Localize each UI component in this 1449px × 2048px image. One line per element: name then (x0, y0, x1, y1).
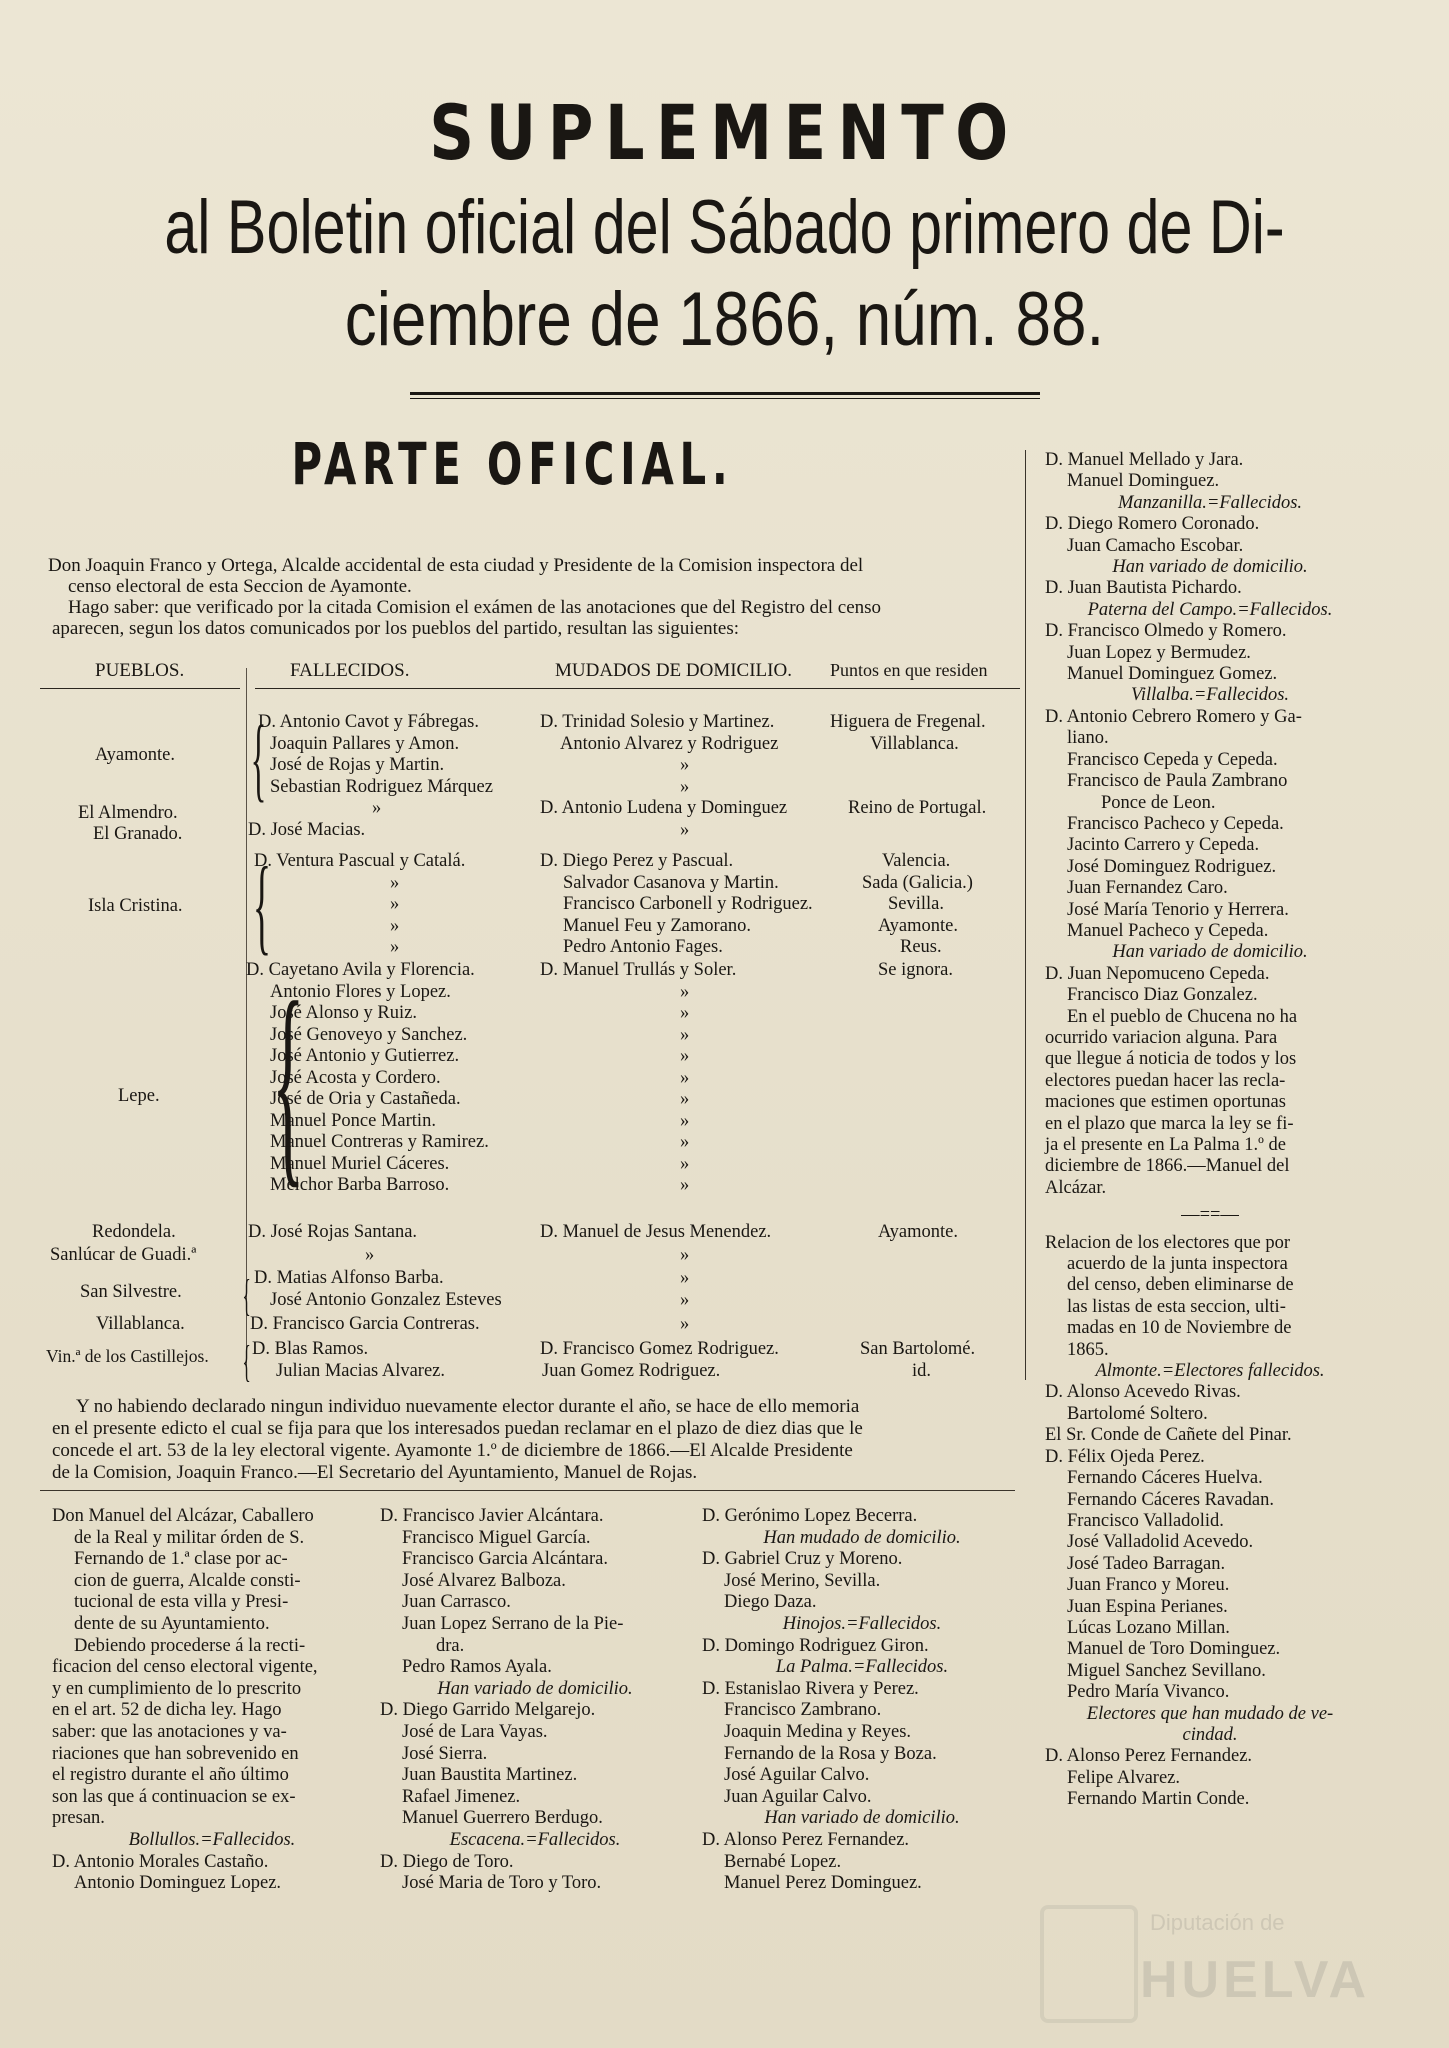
mudado: » (680, 981, 690, 1002)
paragraph-line: el registro durante el año último (52, 1765, 289, 1786)
list-item: Fernando Cáceres Huelva. (1067, 1468, 1263, 1489)
section-heading: Han variado de domicilio. (764, 1808, 960, 1829)
fallecido: José Acosta y Cordero. (270, 1067, 441, 1088)
list-item: Lúcas Lozano Millan. (1067, 1617, 1230, 1638)
pueblo-villablanca: Villablanca. (96, 1314, 185, 1334)
section-heading: Han variado de domicilio. (1112, 942, 1308, 963)
mudado: Pedro Antonio Fages. (563, 937, 723, 957)
brace-castillejos: { (242, 1337, 251, 1386)
section-heading: Almonte.=Electores fallecidos. (1095, 1361, 1325, 1382)
list-item: D. Alonso Perez Fernandez. (702, 1829, 910, 1850)
paragraph-line: presan. (52, 1808, 105, 1829)
list-item: José María Tenorio y Herrera. (1067, 899, 1289, 920)
list-item: Juan Aguilar Calvo. (724, 1786, 872, 1807)
pueblo-isla-cristina: Isla Cristina. (88, 896, 183, 916)
paragraph-line: ja el presente en La Palma 1.º de (1045, 1135, 1286, 1155)
list-item: Francisco Diaz Gonzalez. (1067, 985, 1258, 1006)
list-item: José Tadeo Barragan. (1067, 1553, 1226, 1574)
list-item: Jacinto Carrero y Cepeda. (1067, 835, 1260, 856)
header-pueblos: PUEBLOS. (95, 660, 185, 681)
list-item: Juan Baustita Martinez. (402, 1765, 578, 1786)
title-rule-thin (410, 398, 1040, 399)
list-item: D. Félix Ojeda Perez. (1045, 1446, 1205, 1467)
title-rule (410, 392, 1040, 395)
residencia: Villablanca. (870, 733, 959, 754)
header-rule-1 (40, 688, 240, 689)
section-heading: Manzanilla.=Fallecidos. (1117, 492, 1303, 513)
watermark-small: Diputación de (1150, 1910, 1285, 1935)
mudado: » (680, 1268, 690, 1288)
section-heading: Hinojos.=Fallecidos. (782, 1613, 942, 1634)
brace-lepe: { (271, 956, 305, 1206)
list-item: José Alvarez Balboza. (402, 1570, 566, 1591)
fallecido: Manuel Muriel Cáceres. (270, 1153, 450, 1174)
supplement-title: SUPLEMENTO (429, 88, 1020, 177)
closing-line: Y no habiendo declarado ningun individuo nuevamente elector durante el año, se hace de ello memoria (76, 1396, 860, 1417)
paragraph-line: Don Manuel del Alcázar, Caballero (52, 1506, 314, 1526)
mudado: » (680, 776, 690, 797)
section-rule (40, 1490, 1015, 1491)
watermark-text: HUELVA (1140, 1951, 1371, 2009)
mudado: » (680, 1067, 690, 1088)
mudado: Salvador Casanova y Martin. (563, 872, 779, 893)
fallecido: » (390, 937, 400, 957)
mudado: D. Francisco Gomez Rodriguez. (540, 1339, 779, 1359)
paragraph-line: en el art. 52 de dicha ley. Hago (52, 1700, 282, 1721)
section-heading: Han mudado de domicilio. (763, 1527, 961, 1548)
paragraph-line: dente de su Ayuntamiento. (74, 1613, 270, 1634)
list-item: Ponce de Leon. (1101, 792, 1216, 813)
list-item: D. Diego de Toro. (380, 1851, 514, 1872)
list-item: D. Francisco Javier Alcántara. (380, 1506, 604, 1526)
mudado: » (680, 819, 690, 840)
table-divider (246, 668, 247, 1368)
list-item: D. Juan Nepomuceno Cepeda. (1045, 963, 1270, 984)
paragraph-line: del censo, deben eliminarse de (1067, 1275, 1294, 1296)
mudado: Antonio Alvarez y Rodriguez (560, 733, 779, 754)
fallecido: Manuel Ponce Martin. (270, 1110, 436, 1131)
list-item: Francisco Valladolid. (1067, 1510, 1224, 1531)
paragraph-line: Fernando de 1.ª clase por ac- (74, 1549, 288, 1570)
residencia: id. (912, 1361, 932, 1381)
section-heading: Villalba.=Fallecidos. (1130, 685, 1290, 706)
header-residen: Puntos en que residen (830, 660, 988, 680)
list-item: Manuel Perez Dominguez. (724, 1873, 922, 1894)
bottom-column-3 (702, 1506, 1022, 1895)
section-heading: cindad. (1182, 1724, 1238, 1745)
section-heading: Han variado de domicilio. (1112, 557, 1308, 578)
paragraph-line: saber: que las anotaciones y va- (52, 1721, 287, 1742)
fallecido: Antonio Flores y Lopez. (270, 981, 451, 1002)
paragraph-line: riaciones que han sobrevenido en (52, 1743, 299, 1764)
paragraph-line: las listas de esta seccion, ulti- (1067, 1296, 1286, 1317)
intro-paragraph-1 (48, 555, 1023, 639)
mudado: » (680, 1089, 690, 1109)
fallecido: D. Cayetano Avila y Florencia. (246, 960, 475, 980)
list-item: Francisco Zambrano. (724, 1700, 882, 1721)
list-item: liano. (1067, 728, 1109, 749)
section-heading: Han variado de domicilio. (437, 1678, 633, 1699)
list-item: D. Juan Bautista Pichardo. (1045, 578, 1242, 599)
list-item: D. Antonio Morales Castaño. (52, 1851, 269, 1872)
intro-line-2a: Hago saber: que verificado por la citada Comision el exámen de las anotaciones que del Registro del censo (68, 597, 882, 618)
seal-icon (1040, 1905, 1138, 2023)
paragraph-line: tucional de esta villa y Presi- (74, 1592, 289, 1613)
section-heading: Escacena.=Fallecidos. (449, 1829, 621, 1850)
closing-paragraph (52, 1396, 1022, 1484)
paragraph-line: Debiendo procederse á la recti- (74, 1635, 306, 1656)
fallecido: » (390, 894, 400, 914)
list-item: Joaquin Medina y Reyes. (724, 1721, 912, 1742)
paragraph-line: y en cumplimiento de lo prescrito (52, 1678, 302, 1699)
list-item: Manuel de Toro Dominguez. (1067, 1639, 1281, 1660)
mudado: » (680, 1245, 690, 1265)
fallecido: José Genoveyo y Sanchez. (270, 1024, 468, 1045)
paragraph-line: 1865. (1067, 1339, 1109, 1360)
list-item: dra. (436, 1635, 465, 1656)
list-item: José Merino, Sevilla. (724, 1570, 881, 1591)
list-item: D. Antonio Cebrero Romero y Ga- (1045, 706, 1302, 727)
list-item: D. Estanislao Rivera y Perez. (702, 1678, 919, 1699)
list-item: Antonio Dominguez Lopez. (74, 1873, 282, 1894)
pueblo-san-silvestre: San Silvestre. (80, 1282, 182, 1302)
paragraph-line: acuerdo de la junta inspectora (1067, 1254, 1288, 1275)
list-item: Juan Carrasco. (402, 1592, 511, 1613)
list-item: Bartolomé Soltero. (1067, 1403, 1208, 1424)
mudado: D. Manuel de Jesus Menendez. (540, 1222, 772, 1242)
list-item: Juan Lopez y Bermudez. (1067, 642, 1251, 663)
list-item: Miguel Sanchez Sevillano. (1067, 1660, 1266, 1681)
residencia: San Bartolomé. (860, 1339, 976, 1359)
paragraph-line: diciembre de 1866.—Manuel del (1045, 1156, 1290, 1177)
residencia: Sada (Galicia.) (862, 872, 973, 893)
header-mudados: MUDADOS DE DOMICILIO. (555, 660, 792, 681)
list-item: D. Gerónimo Lopez Becerra. (702, 1506, 918, 1526)
mudado: » (680, 1290, 690, 1310)
list-item: El Sr. Conde de Cañete del Pinar. (1045, 1425, 1292, 1446)
fallecido: Julian Macias Alvarez. (276, 1361, 446, 1381)
column-divider (1025, 450, 1026, 1380)
fallecido: Sebastian Rodriguez Márquez (270, 776, 493, 797)
fallecido: » (390, 915, 400, 936)
mudado: D. Antonio Ludena y Dominguez (540, 798, 788, 818)
list-item: D. Alonso Acevedo Rivas. (1045, 1382, 1241, 1403)
mudado: Juan Gomez Rodriguez. (542, 1361, 721, 1381)
list-item: Juan Camacho Escobar. (1067, 535, 1244, 556)
pueblo-ayamonte: Ayamonte. (95, 745, 175, 765)
paragraph-line: de la Real y militar órden de S. (74, 1527, 305, 1548)
list-item: Diego Daza. (724, 1592, 817, 1613)
pueblo-castillejos: Vin.ª de los Castillejos. (46, 1346, 209, 1366)
fallecido: D. Antonio Cavot y Fábregas. (258, 712, 479, 732)
brace-silvestre: { (242, 1271, 251, 1320)
list-item: José de Lara Vayas. (402, 1721, 548, 1742)
paragraph-line: cion de guerra, Alcalde consti- (74, 1570, 301, 1591)
residencia: Higuera de Fregenal. (830, 712, 986, 732)
fallecido: D. José Rojas Santana. (248, 1222, 418, 1242)
mudado: D. Diego Perez y Pascual. (540, 851, 734, 871)
paragraph-line: madas en 10 de Noviembre de (1067, 1318, 1292, 1339)
fallecido: D. Ventura Pascual y Catalá. (254, 851, 466, 871)
list-item: Pedro Ramos Ayala. (402, 1657, 552, 1678)
section-title: PARTE OFICIAL. (291, 430, 734, 498)
list-item: José Maria de Toro y Toro. (402, 1873, 602, 1894)
header-rule-2 (255, 688, 1020, 689)
paragraph-line: son las que á continuacion se ex- (52, 1786, 296, 1807)
list-item: D. Francisco Olmedo y Romero. (1045, 621, 1287, 642)
list-item: Francisco Miguel García. (402, 1527, 591, 1548)
fallecido: José Alonso y Ruiz. (270, 1003, 417, 1023)
title-line-2: ciembre de 1866, núm. 88. (344, 277, 1105, 362)
fallecido: D. José Macias. (248, 819, 366, 840)
paragraph-line: maciones que estimen oportunas (1045, 1092, 1286, 1113)
list-item: Juan Espina Perianes. (1067, 1596, 1228, 1617)
mudado: Manuel Feu y Zamorano. (563, 915, 752, 936)
title-line-1: al Boletin oficial del Sábado primero de Di- (164, 185, 1285, 270)
mudado: Francisco Carbonell y Rodriguez. (563, 894, 813, 914)
paragraph-line: que llegue á noticia de todos y los (1045, 1049, 1297, 1070)
pueblo-sanlucar: Sanlúcar de Guadi.ª (50, 1245, 197, 1265)
right-column (1045, 450, 1375, 1811)
pueblo-almendro: El Almendro. (78, 803, 178, 823)
list-item: Fernando de la Rosa y Boza. (724, 1743, 937, 1764)
residencia: Sevilla. (888, 894, 945, 914)
mudado: » (680, 755, 690, 775)
bottom-column-1 (52, 1506, 372, 1895)
list-item: Bernabé Lopez. (724, 1851, 842, 1872)
mudado: » (680, 1110, 690, 1131)
residencia: Ayamonte. (878, 1222, 958, 1242)
residencia: Reino de Portugal. (848, 798, 987, 818)
paragraph-line: ocurrido variacion alguna. Para (1045, 1027, 1278, 1048)
fallecido: José Antonio y Gutierrez. (270, 1046, 460, 1066)
list-item: Francisco Pacheco y Cepeda. (1067, 813, 1284, 834)
header-fallecidos: FALLECIDOS. (290, 660, 410, 681)
section-heading: La Palma.=Fallecidos. (775, 1657, 949, 1678)
list-item: Fernando Martin Conde. (1067, 1789, 1250, 1810)
list-item: Francisco Garcia Alcántara. (402, 1549, 608, 1570)
list-item: D. Diego Romero Coronado. (1045, 514, 1260, 535)
fallecido: D. Blas Ramos. (252, 1339, 369, 1359)
fallecido: » (390, 872, 400, 893)
list-item: Juan Fernandez Caro. (1067, 878, 1228, 899)
mudado: » (680, 1132, 690, 1152)
pueblo-redondela: Redondela. (92, 1222, 176, 1242)
paragraph-line: ficacion del censo electoral vigente, (52, 1657, 318, 1678)
paragraph-line: En el pueblo de Chucena no ha (1067, 1006, 1298, 1027)
separator: —==— (1181, 1205, 1239, 1226)
list-item: Pedro María Vivanco. (1067, 1682, 1230, 1703)
list-item: Manuel Dominguez. (1067, 471, 1220, 492)
fallecido: José Antonio Gonzalez Esteves (270, 1290, 502, 1310)
fallecido: D. Francisco Garcia Contreras. (250, 1314, 480, 1334)
fallecido: Manuel Contreras y Ramirez. (270, 1132, 489, 1152)
mudado: » (680, 1046, 690, 1066)
closing-line: concede el art. 53 de la ley electoral vigente. Ayamonte 1.º de diciembre de 1866.—El Alcalde Presidente (52, 1440, 853, 1461)
section-heading: Bollullos.=Fallecidos. (128, 1829, 296, 1850)
paragraph-line: Alcázar. (1045, 1177, 1107, 1198)
list-item: Manuel Dominguez Gomez. (1067, 664, 1278, 685)
list-item: Juan Lopez Serrano de la Pie- (402, 1613, 624, 1634)
fallecido: » (372, 798, 382, 818)
fallecido: José de Rojas y Martin. (270, 755, 445, 775)
fallecido: D. Matias Alfonso Barba. (254, 1268, 444, 1288)
residencia: Reus. (900, 937, 942, 957)
residencia: Ayamonte. (878, 915, 958, 936)
mudado: » (680, 1024, 690, 1045)
residencia: Valencia. (882, 851, 951, 871)
fallecido: Joaquin Pallares y Amon. (270, 733, 460, 754)
list-item: Rafael Jimenez. (402, 1786, 521, 1807)
bottom-column-2 (380, 1506, 690, 1895)
list-item: Manuel Pacheco y Cepeda. (1067, 920, 1269, 941)
list-item: D. Domingo Rodriguez Giron. (702, 1635, 929, 1656)
list-item: Juan Franco y Moreu. (1067, 1575, 1230, 1596)
section-heading: Paterna del Campo.=Fallecidos. (1087, 599, 1333, 620)
mudado: » (680, 1314, 690, 1334)
list-item: D. Alonso Perez Fernandez. (1045, 1746, 1253, 1767)
list-item: José Aguilar Calvo. (724, 1765, 870, 1786)
list-item: José Valladolid Acevedo. (1067, 1532, 1254, 1553)
brace-ayamonte: { (250, 707, 267, 811)
list-item: D. Manuel Mellado y Jara. (1045, 450, 1244, 470)
pueblo-lepe: Lepe. (118, 1086, 160, 1106)
list-item: D. Gabriel Cruz y Moreno. (702, 1549, 903, 1570)
list-item: José Sierra. (402, 1743, 488, 1764)
fallecido: Melchor Barba Barroso. (270, 1175, 450, 1195)
intro-line-2b: aparecen, segun los datos comunicados por los pueblos del partido, resultan las siguientes: (52, 618, 740, 639)
closing-line: de la Comision, Joaquin Franco.—El Secretario del Ayuntamiento, Manuel de Rojas. (52, 1462, 698, 1483)
list-item: Francisco Cepeda y Cepeda. (1067, 749, 1278, 770)
list-item: Francisco de Paula Zambrano (1067, 771, 1288, 792)
residencia: Se ignora. (878, 960, 954, 980)
mudado: » (680, 1153, 690, 1174)
paragraph-line: en el plazo que marca la ley se fi- (1045, 1113, 1294, 1134)
list-item: Felipe Alvarez. (1067, 1767, 1181, 1788)
pueblo-granado: El Granado. (93, 824, 183, 844)
paragraph-line: Relacion de los electores que por (1045, 1232, 1291, 1253)
list-item: D. Diego Garrido Melgarejo. (380, 1700, 596, 1721)
closing-line: en el presente edicto el cual se fija para que los interesados puedan reclamar en el plazo de diez dias que le (52, 1418, 863, 1439)
list-item: Manuel Guerrero Berdugo. (402, 1808, 603, 1829)
fallecido: José de Oria y Castañeda. (270, 1089, 461, 1109)
intro-line-1b: censo electoral de esta Seccion de Ayamonte. (68, 576, 412, 597)
list-item: José Dominguez Rodriguez. (1067, 856, 1277, 877)
mudado: D. Trinidad Solesio y Martinez. (540, 712, 775, 732)
mudado: » (680, 1175, 690, 1195)
fallecido: » (365, 1245, 375, 1265)
mudado: » (680, 1003, 690, 1023)
paragraph-line: electores puedan hacer las recla- (1045, 1070, 1286, 1091)
list-item: Fernando Cáceres Ravadan. (1067, 1489, 1275, 1510)
mudado: D. Manuel Trullás y Soler. (540, 960, 737, 980)
brace-isla: { (252, 846, 271, 965)
section-heading: Electores que han mudado de ve- (1086, 1703, 1334, 1724)
intro-line-1a: Don Joaquin Franco y Ortega, Alcalde accidental de esta ciudad y Presidente de la Comision inspectora del (48, 555, 864, 576)
